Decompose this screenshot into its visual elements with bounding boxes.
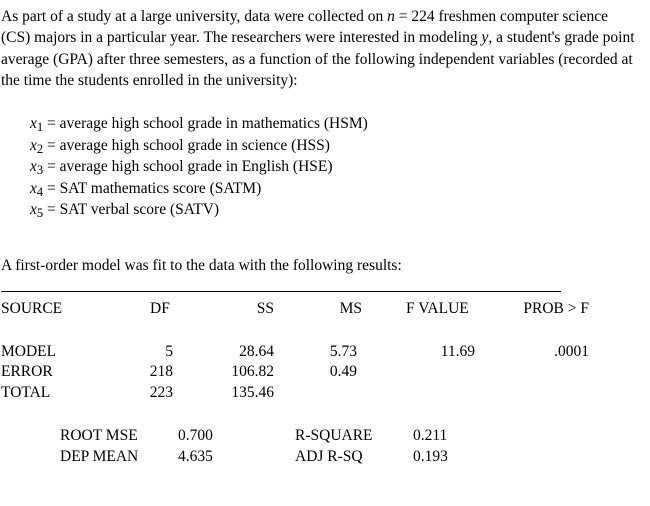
table-row-total-df: 223	[149, 384, 173, 401]
root-mse-label: ROOT MSE	[60, 427, 138, 444]
intro-text-3: , a student's grade point average (GPA) after three semesters, as a function of the following independent variables (recorded at the time the students enrolled in the university):	[1, 29, 635, 89]
variable-index: 5	[36, 206, 44, 220]
r-square-value: 0.211	[413, 427, 448, 444]
table-row-total-source: TOTAL	[1, 384, 51, 401]
variable-description: = average high school grade in mathematics (HSM)	[43, 115, 368, 132]
variable-item-x3	[30, 156, 368, 178]
y-symbol: y	[481, 29, 489, 47]
variable-description: = average high school grade in science (HSS)	[43, 136, 330, 154]
header-ss: SS	[256, 300, 274, 317]
table-row-total-ss: 135.46	[231, 384, 274, 401]
intro-paragraph	[1, 6, 641, 91]
variable-description: = SAT mathematics score (SATM)	[43, 179, 262, 197]
table-divider	[1, 291, 561, 292]
variable-symbol: x	[30, 201, 37, 218]
n-symbol: n	[387, 8, 395, 25]
variable-symbol: x	[30, 158, 37, 175]
variable-item-x2	[30, 135, 368, 157]
table-row-error-source: ERROR	[1, 363, 53, 380]
root-mse-value: 0.700	[178, 427, 213, 444]
intro-text-2: = 224 freshmen computer science (CS) majors in a particular year. The researchers were interested in modeling	[1, 8, 609, 47]
variable-index: 3	[36, 163, 44, 177]
adj-r-sq-label: ADJ R-SQ	[295, 448, 363, 465]
variable-list	[30, 113, 368, 221]
header-source: SOURCE	[1, 300, 63, 317]
variable-symbol: x	[30, 179, 37, 197]
header-ms: MS	[339, 300, 362, 317]
adj-r-sq-value: 0.193	[413, 448, 448, 465]
variable-index: 4	[36, 184, 44, 199]
variable-index: 2	[36, 141, 44, 156]
table-row-error-ss: 106.82	[231, 363, 274, 380]
variable-description: = average high school grade in English (HSE)	[43, 158, 333, 175]
variable-symbol: x	[30, 136, 37, 154]
header-prob-f: PROB > F	[523, 300, 589, 317]
r-square-label: R-SQUARE	[295, 427, 373, 444]
fit-sentence: A first-order model was fit to the data with the following results:	[1, 257, 402, 274]
variable-item-x5	[30, 199, 368, 221]
variable-description: = SAT verbal score (SATV)	[43, 201, 220, 218]
table-row-model-ms: 5.73	[329, 343, 357, 360]
variable-symbol: x	[30, 115, 37, 132]
variable-index: 1	[36, 120, 44, 134]
table-row-error-df: 218	[149, 363, 173, 380]
dep-mean-label: DEP MEAN	[60, 448, 139, 465]
intro-text-1: As part of a study at a large university, data were collected on	[1, 8, 388, 25]
variable-item-x1	[30, 113, 368, 135]
table-row-error-ms: 0.49	[329, 363, 357, 380]
header-df: DF	[150, 300, 170, 317]
dep-mean-value: 4.635	[178, 448, 213, 465]
table-row-model-ss: 28.64	[239, 343, 274, 360]
table-row-model-df: 5	[165, 343, 173, 360]
table-row-model-prob: .0001	[554, 343, 589, 360]
header-f-value: F VALUE	[406, 300, 469, 317]
table-row-model-f: 11.69	[440, 343, 475, 360]
table-row-model-source: MODEL	[1, 343, 57, 360]
variable-item-x4	[30, 178, 368, 200]
